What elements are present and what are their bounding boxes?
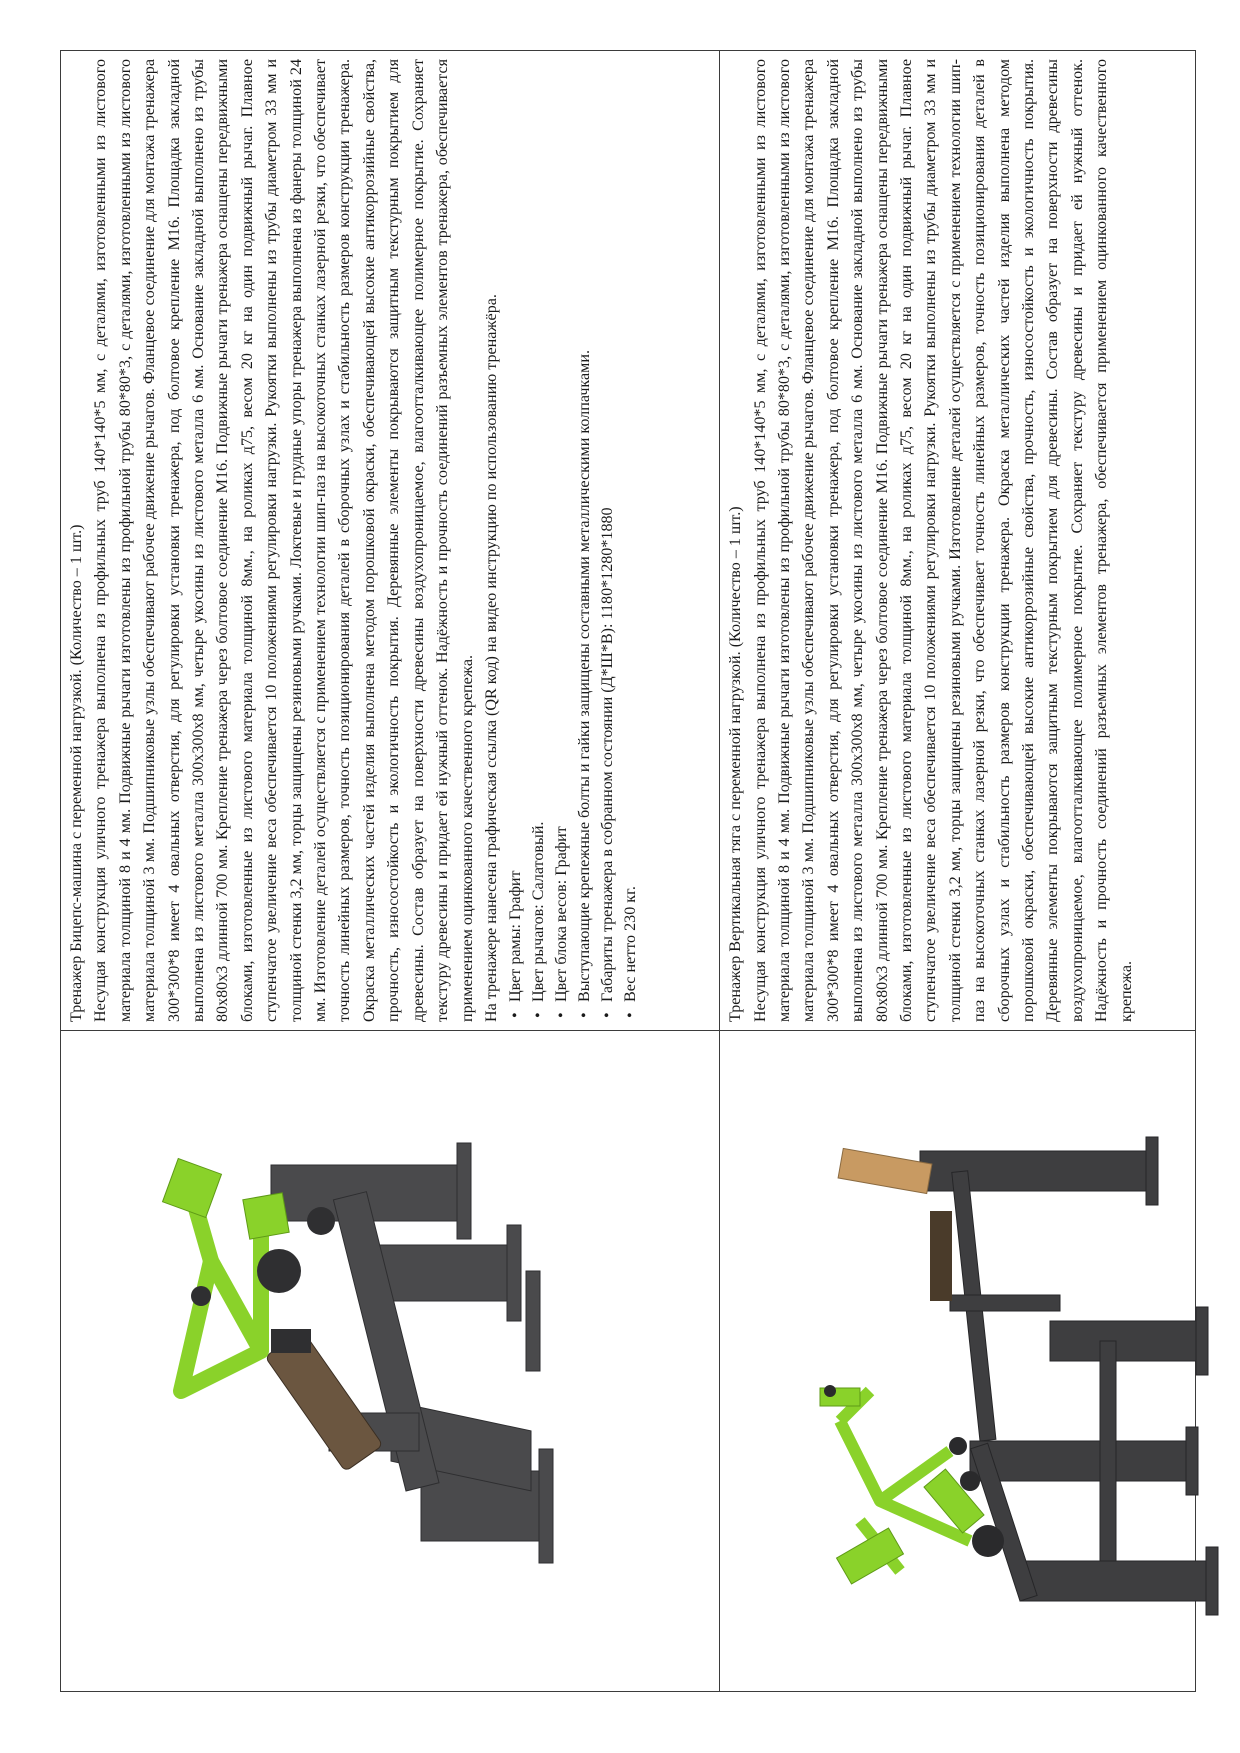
- vertical-pull-machine-illustration: [720, 1033, 1240, 1691]
- table-row: [61, 51, 720, 1692]
- product-description-cell: [61, 51, 720, 1031]
- properties-list: [504, 59, 642, 1022]
- qr-note: На тренажере нанесена графическая ссылка (QR код) на видео инструкцию по использованию тренажёра.: [482, 294, 500, 1022]
- spec-table: [60, 50, 1196, 1692]
- product-description-cell: [720, 51, 1196, 1031]
- product-image-cell: [61, 1031, 720, 1692]
- list-item: • Цвет рычагов: Салатовый.: [527, 59, 550, 1002]
- product-image-cell: [720, 1031, 1196, 1692]
- list-item: • Цвет рамы: Графит: [504, 59, 527, 1002]
- product-title: Тренажер Вертикальная тяга с переменной нагрузкой. (Количество – 1 шт.): [727, 506, 745, 1022]
- list-item: • Вес нетто 230 кг.: [619, 59, 642, 1002]
- table-row: [720, 51, 1196, 1692]
- list-item: • Выступающие крепежные болты и гайки защищены составными металлическими колпачками.: [573, 59, 596, 1002]
- rotated-spec-sheet: [60, 50, 1196, 1692]
- list-item: • Габариты тренажера в собранном состоянии (Д*Ш*В): 1180*1280*1880: [596, 59, 619, 1002]
- product-title: Тренажер Бицепс-машина с переменной нагрузкой. (Количество – 1 шт.): [68, 524, 85, 1022]
- list-item: • Цвет блока весов: Графит: [550, 59, 573, 1002]
- biceps-machine-illustration: [61, 1033, 621, 1691]
- product-description: Несущая конструкция уличного тренажера выполнена из профильных труб 140*140*5 мм, с деталями, изготовленными из листового материала толщиной 8 и 4 мм. Подвижные рычаги изготовлены из профильной трубы 80*80*3, с деталями, изготовленными из листового материала толщиной 3 мм. Подшипниковые узлы обеспечивают рабочее движение рычагов. Фланцевое соединение для монтажа тренажера 300*300*8 имеет 4 овальных отверстия, для регулировки установки тренажера, под болтовое крепление М16. Площадка закладной выполнена из листового металла 300х300х8 мм, четыре укосины из листового металла 6 мм. Основание закладной выполнено из трубы 80х80х3 длинной 700 мм. Крепление тренажера через болтовое соединение М16. Подвижные рычаги тренажера оснащены передвижными блоками, изготовленные из листового материала толщиной 8мм., на роликах д75, весом 20 кг на один подвижный рычаг. Плавное ступенчатое увеличение веса обеспечивается 10 положениями регулировки нагрузки. Рукоятки выполнены из трубы диаметром 33 мм и толщиной стенки 3,2 мм, торцы защищены резиновыми ручками. Изготовление деталей осуществляется с применением технологии шип-паз на высокоточных станках лазерной резки, что обеспечивает точность линейных размеров, точность позиционирования деталей в сборочных узлах и стабильность размеров конструкции тренажера. Окраска металлических частей изделия выполнена методом порошковой окраски, обеспечивающей высокие антикоррозийные свойства, прочность, износостойкость и экологичность покрытия. Деревянные элементы покрываются защитным текстурным покрытием для древесины. Состав образует на поверхности древесины воздухопроницаемое, влагоотталкивающее полимерное покрытие. Сохраняет текстуру древесины и придает ей нужный оттенок. Надёжность и прочность соединений разъемных элементов тренажера, обеспечивается применением оцинкованного качественного крепежа.: [751, 59, 1135, 1022]
- product-description: Несущая конструкция уличного тренажера выполнена из профильных труб 140*140*5 мм, с деталями, изготовленными из листового материала толщиной 8 и 4 мм. Подвижные рычаги изготовлены из профильной трубы 80*80*3, с деталями, изготовленными из листового материала толщиной 3 мм. Подшипниковые узлы обеспечивают рабочее движение рычагов. Фланцевое соединение для монтажа тренажера 300*300*8 имеет 4 овальных отверстия, для регулировки установки тренажера, под болтовое крепление М16. Площадка закладной выполнена из листового металла 300х300х8 мм, четыре укосины из листового металла 6 мм. Основание закладной выполнено из трубы 80х80х3 длинной 700 мм. Крепление тренажера через болтовое соединение М16. Подвижные рычаги тренажера оснащены передвижными блоками, изготовленные из листового материала толщиной 8мм., на роликах д75, весом 20 кг на один подвижный рычаг. Плавное ступенчатое увеличение веса обеспечивается 10 положениями регулировки нагрузки. Рукоятки выполнены из трубы диаметром 33 мм и толщиной стенки 3,2 мм, торцы защищены резиновыми ручками. Локтевые и грудные упоры тренажера выполнена из фанеры толщиной 24 мм. Изготовление деталей осуществляется с применением технологии шип-паз на высокоточных станках лазерной резки, что обеспечивает точность линейных размеров, точность позиционирования деталей в сборочных узлах и стабильность размеров конструкции тренажера. Окраска металлических частей изделия выполнена методом порошковой окраски, обеспечивающей высокие антикоррозийные свойства, прочность, износостойкость и экологичность покрытия. Деревянные элементы покрываются защитным текстурным покрытием для древесины. Состав образует на поверхности древесины воздухопроницаемое, влагоотталкивающее полимерное покрытие. Сохраняет текстуру древесины и придает ей нужный оттенок. Надёжность и прочность соединений разъемных элементов тренажера, обеспечивается применением оцинкованного качественного крепежа.: [92, 59, 476, 1022]
